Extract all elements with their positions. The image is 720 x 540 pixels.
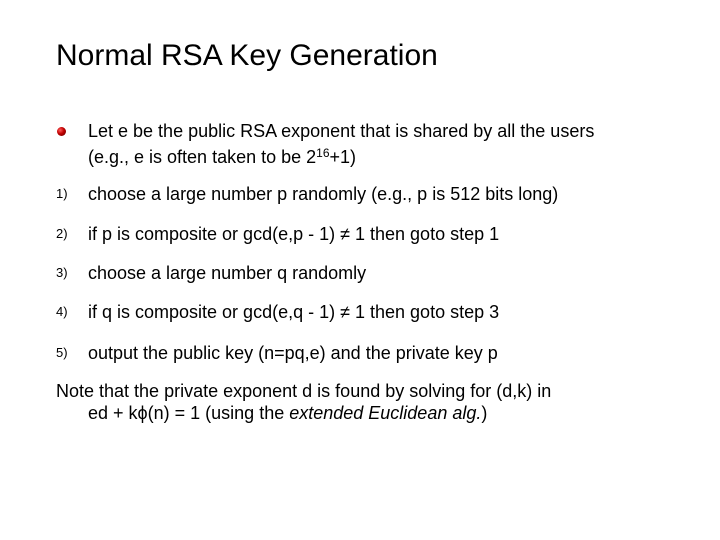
step-text-start: if p is composite or gcd(e,p - 1) [88, 224, 341, 244]
intro-line-2 [88, 144, 356, 170]
exponent-superscript: 16 [316, 146, 330, 160]
not-equal-symbol: ≠ [340, 302, 350, 322]
step-text: output the public key (n=pq,e) and the private key p [88, 343, 498, 363]
step-number: 5) [56, 345, 68, 360]
step-text [88, 221, 499, 247]
step-text: choose a large number p randomly (e.g., p is 512 bits long) [88, 184, 559, 204]
step-text: choose a large number q randomly [88, 263, 367, 283]
intro-line-2-text: (e.g., e is often taken to be 2 [88, 147, 317, 167]
intro-line-1: Let e be the public RSA exponent that is shared by all the users [88, 121, 595, 141]
note-equation-end: (n) = 1 (using the [147, 403, 290, 423]
step-text-end: 1 then goto step 1 [350, 224, 500, 244]
step-text-end: 1 then goto step 3 [350, 302, 500, 322]
step-number: 2) [56, 226, 68, 241]
note-line-2 [56, 402, 551, 424]
step-number: 3) [56, 265, 68, 280]
note-line-1: Note that the private exponent d is found by solving for (d,k) in [56, 381, 552, 401]
step-number: 1) [56, 186, 68, 201]
not-equal-symbol: ≠ [340, 224, 350, 244]
intro-line-2-end: +1) [329, 147, 357, 167]
note-close-paren: ) [481, 403, 488, 423]
phi-symbol: ϕ [137, 403, 148, 423]
step-text-start: if q is composite or gcd(e,q - 1) [88, 302, 341, 322]
bullet-icon [57, 127, 66, 136]
step-text [88, 299, 499, 325]
step-number: 4) [56, 304, 68, 319]
slide-title: Normal RSA Key Generation [56, 39, 438, 72]
note-equation-start: ed + k [88, 403, 138, 423]
note-paragraph [56, 380, 551, 424]
algorithm-name: extended Euclidean alg. [289, 403, 482, 423]
